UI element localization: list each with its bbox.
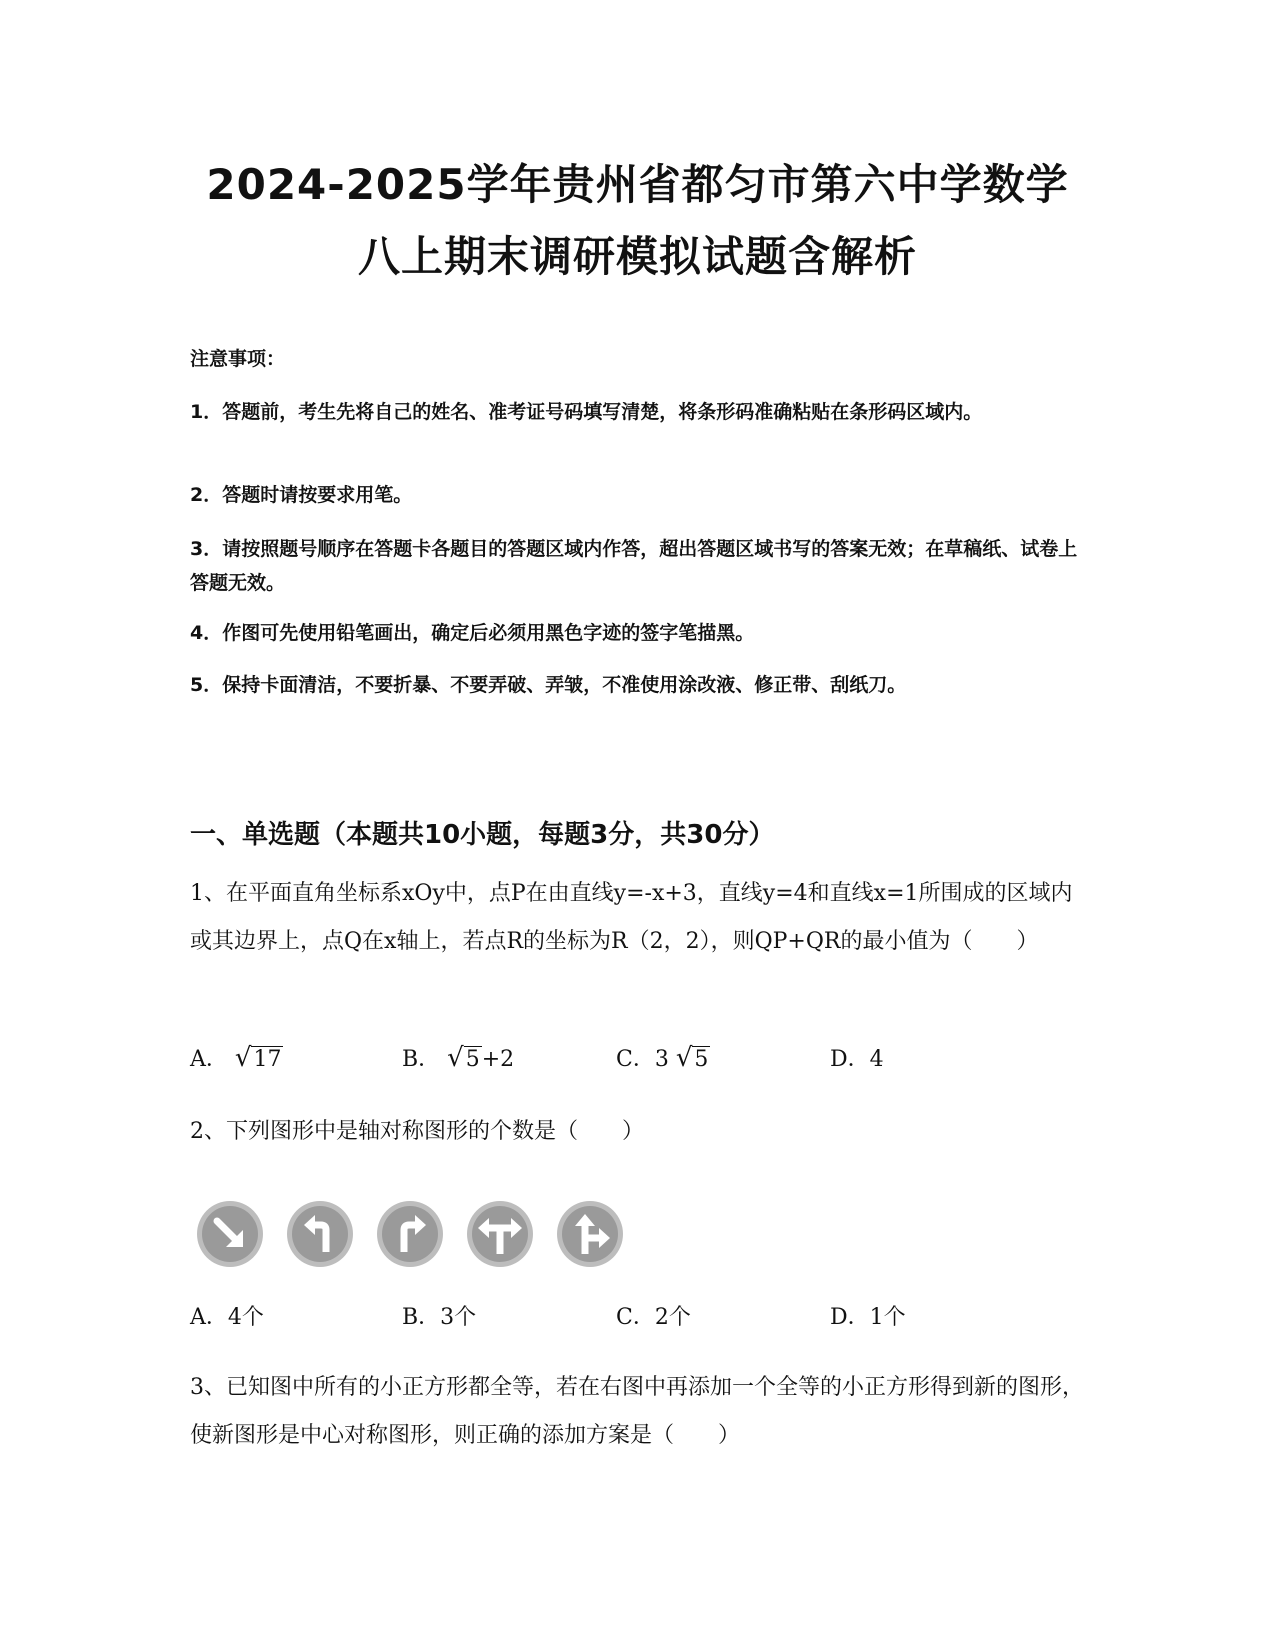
q1-option-b	[402, 1042, 514, 1073]
question-2-text: 2、下列图形中是轴对称图形的个数是（ ）	[190, 1119, 644, 1144]
q1-option-b-suffix: +2	[481, 1047, 515, 1072]
sqrt-symbol: √5	[447, 1043, 480, 1073]
q1-option-c-radicand: 5	[694, 1047, 709, 1072]
sign-left-right-icon	[467, 1201, 533, 1267]
notice-item-3: 3．请按照题号顺序在答题卡各题目的答题区域内作答，超出答题区域书写的答案无效；在草稿纸、试卷上答题无效。	[190, 538, 1078, 594]
sqrt-symbol: √5	[675, 1043, 709, 1073]
sign-arrow-down-right-icon	[197, 1201, 263, 1267]
sign-turn-left-icon	[287, 1201, 353, 1267]
question-1-text: 1、在平面直角坐标系xOy中，点P在由直线y=-x+3，直线y=4和直线x=1所围成的区域内或其边界上，点Q在x轴上，若点R的坐标为R（2，2），则QP+QR的最小值为（ ）	[190, 881, 1073, 954]
q2-option-c: C．2个	[616, 1305, 691, 1330]
notice-item-4: 4．作图可先使用铅笔画出，确定后必须用黑色字迹的签字笔描黑。	[190, 622, 755, 644]
sign-straight-or-right-icon	[557, 1201, 623, 1267]
notice-item-1: 1．答题前，考生先将自己的姓名、准考证号码填写清楚，将条形码准确粘贴在条形码区域内。	[190, 401, 983, 423]
notice-item-5: 5．保持卡面清洁，不要折暴、不要弄破、弄皱，不准使用涂改液、修正带、刮纸刀。	[190, 674, 907, 696]
q2-option-b: B．3个	[402, 1305, 477, 1330]
question-1-options	[190, 1042, 1090, 1082]
q2-option-d: D．1个	[830, 1305, 906, 1330]
notice-item-2: 2．答题时请按要求用笔。	[190, 484, 413, 506]
question-3-text: 3、已知图中所有的小正方形都全等，若在右图中再添加一个全等的小正方形得到新的图形，使新图形是中心对称图形，则正确的添加方案是（ ）	[190, 1375, 1085, 1448]
q1-option-b-radicand: 5	[465, 1047, 480, 1072]
q1-option-a	[190, 1042, 283, 1073]
q1-option-c-label: C．3	[616, 1047, 669, 1072]
q1-option-b-label: B．	[402, 1047, 441, 1072]
q1-option-a-label: A．	[190, 1047, 228, 1072]
q1-option-c	[616, 1042, 710, 1073]
question-2-options	[190, 1300, 1090, 1340]
q2-option-a: A．4个	[190, 1305, 264, 1330]
q1-option-d: D．4	[830, 1047, 884, 1072]
document-title-line1: 2024-2025学年贵州省都匀市第六中学数学	[206, 160, 1069, 209]
section-heading-single-choice: 一、单选题（本题共10小题，每题3分，共30分）	[190, 820, 775, 850]
sign-turn-right-icon	[377, 1201, 443, 1267]
document-title-line2: 八上期末调研模拟试题含解析	[357, 232, 917, 281]
traffic-signs-figure	[196, 1194, 626, 1274]
notice-heading: 注意事项：	[190, 348, 286, 370]
q1-option-a-radicand: 17	[253, 1047, 282, 1072]
sqrt-symbol: √17	[234, 1043, 282, 1073]
